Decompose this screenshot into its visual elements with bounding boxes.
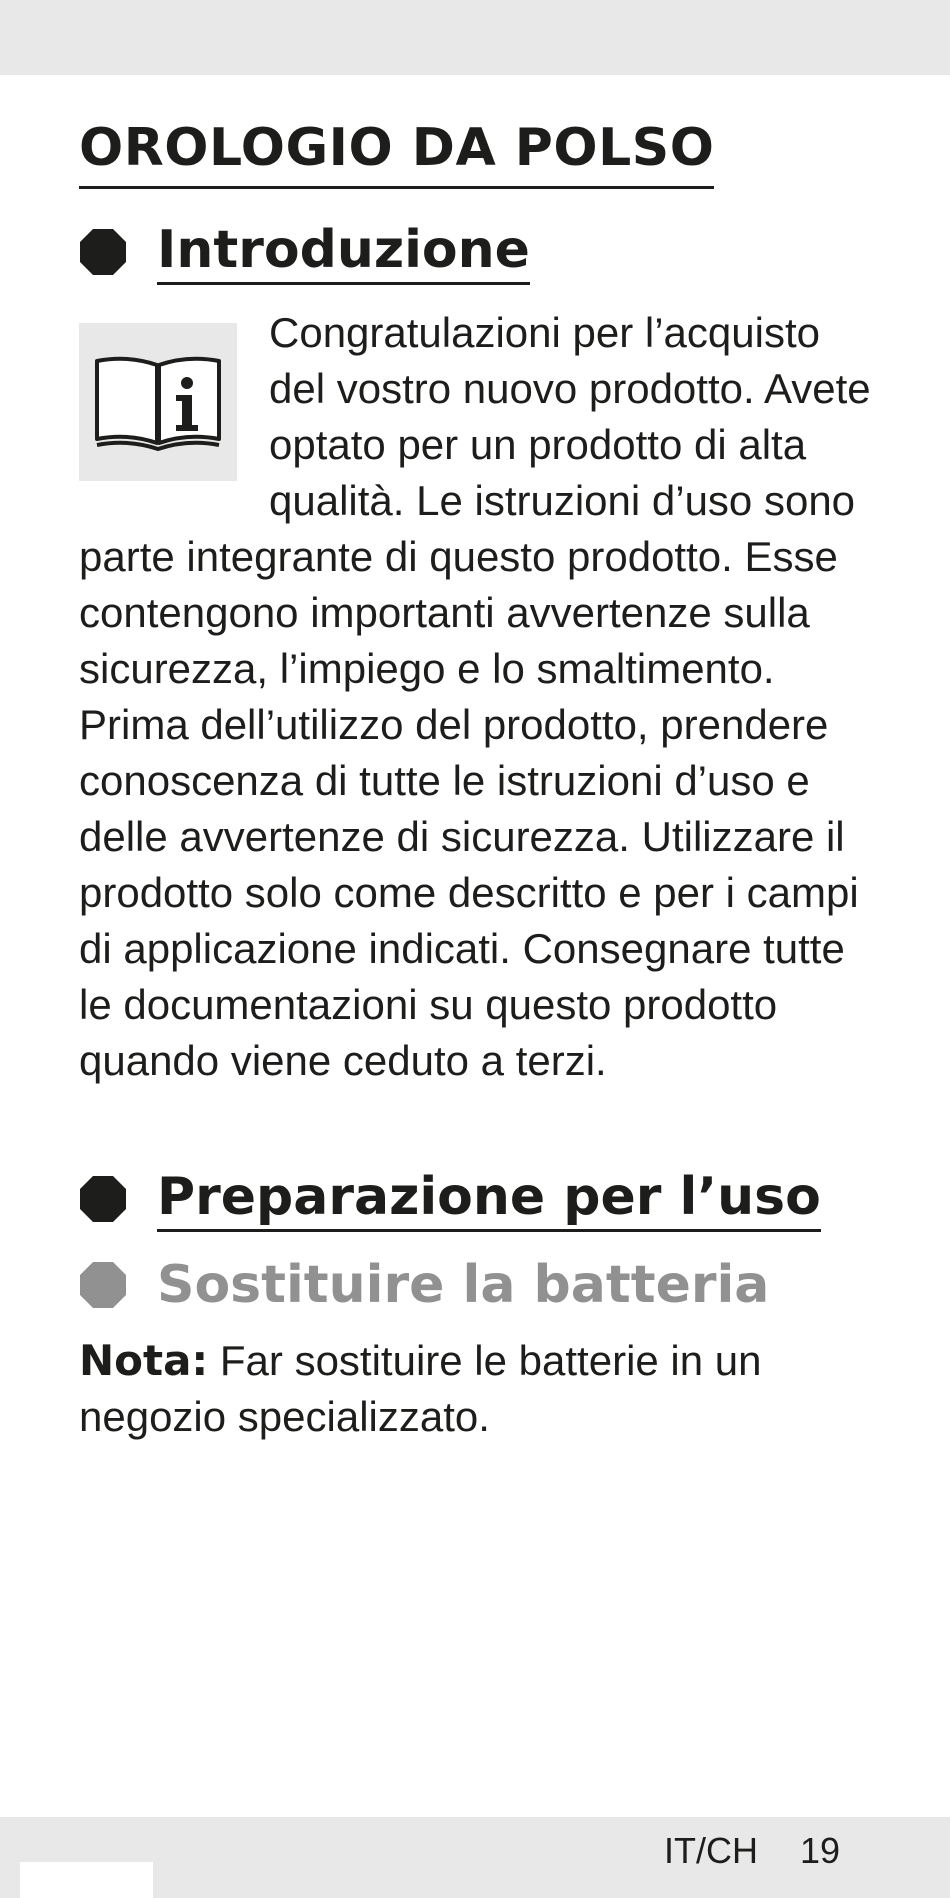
- section-heading-preparation: [79, 1165, 821, 1232]
- introduction-heading-text: Introduzione: [157, 218, 530, 285]
- introduction-paragraph: Congratulazioni per l’acquisto del vostro nuovo prodotto. Avete optato per un prodotto di alta qualità. Le istruzioni d’uso sono parte integrante di questo prodotto. Esse contengono importanti avvertenze sulla sicurezza, l’impiego e lo smaltimento. Prima dell’utilizzo del prodotto, prendere conoscenza di tutte le istruzioni d’uso e delle avvertenze di sicurezza. Utilizzare il prodotto solo come descritto e per i campi di applicazione indicati. Consegnare tutte le documentazioni su questo prodotto quando viene ceduto a terzi.: [79, 309, 871, 1084]
- battery-note: [79, 1333, 879, 1445]
- octagon-bullet-icon: [79, 228, 127, 276]
- icon-spacer: [79, 305, 269, 525]
- page-title: OROLOGIO DA POLSO: [79, 110, 714, 189]
- footer-language: IT/CH: [664, 1830, 758, 1871]
- note-label: Nota:: [79, 1336, 209, 1385]
- preparation-heading-text: Preparazione per l’uso: [157, 1165, 821, 1232]
- section-heading-battery: [79, 1253, 769, 1317]
- note-text: Far sostituire le batterie in un negozio specializzato.: [79, 1337, 762, 1440]
- top-margin-band: [0, 0, 950, 75]
- octagon-bullet-icon: [79, 1261, 127, 1309]
- section-heading-introduction: [79, 218, 530, 285]
- footer-white-tab: [20, 1862, 153, 1898]
- introduction-paragraph-block: [79, 305, 879, 1089]
- octagon-bullet-icon: [79, 1175, 127, 1223]
- footer-page-number: 19: [800, 1830, 841, 1871]
- battery-heading-text: Sostituire la batteria: [157, 1255, 770, 1315]
